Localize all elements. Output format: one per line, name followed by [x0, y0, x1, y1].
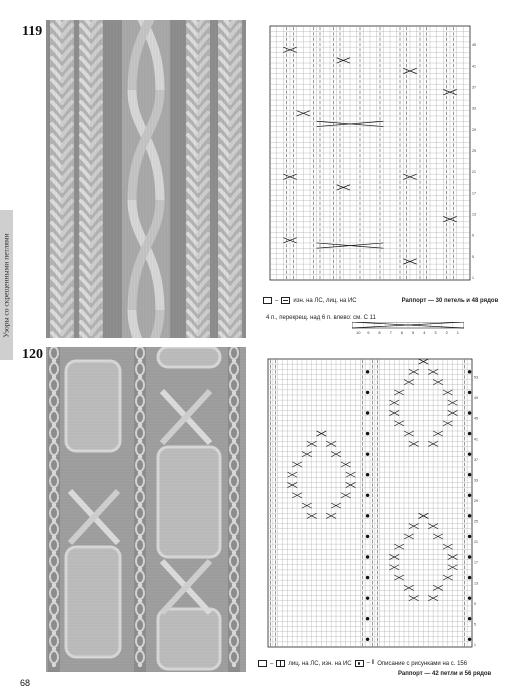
svg-text:17: 17	[472, 191, 476, 196]
svg-text:37: 37	[472, 85, 476, 90]
svg-text:25: 25	[474, 519, 478, 524]
svg-text:29: 29	[474, 499, 478, 503]
svg-text:13: 13	[472, 212, 476, 217]
knit-symbol-icon	[263, 297, 272, 304]
svg-text:9: 9	[474, 601, 476, 606]
knit-photo-119	[46, 20, 246, 338]
svg-text:29: 29	[472, 127, 476, 132]
svg-text:1: 1	[472, 276, 474, 280]
svg-text:53: 53	[474, 375, 478, 380]
svg-text:45: 45	[472, 43, 476, 48]
svg-text:41: 41	[474, 437, 478, 442]
svg-text:41: 41	[472, 64, 476, 69]
svg-text:10: 10	[356, 330, 361, 335]
legend-row-119: – изн. на ЛС, лиц. на ИС Раппорт — 30 петель и 48 рядов	[263, 297, 498, 304]
purl-symbol-icon	[276, 660, 285, 667]
page-number: 68	[20, 678, 31, 688]
svg-text:4: 4	[423, 330, 426, 335]
knit-chart-119	[262, 22, 484, 290]
svg-text:9: 9	[367, 330, 370, 335]
purl-symbol-icon	[281, 297, 290, 304]
svg-text:7: 7	[389, 330, 392, 335]
legend-dot-text-120: Описание с рисунками на с. 156	[377, 660, 468, 667]
svg-text:21: 21	[474, 540, 478, 545]
svg-text:33: 33	[472, 106, 476, 111]
svg-text:5: 5	[412, 330, 415, 335]
legend-purl-text-119: изн. на ЛС, лиц. на ИС	[293, 297, 357, 304]
svg-text:49: 49	[474, 396, 478, 401]
legend-purl-text-120: лиц. на ЛС, изн. на ИС	[288, 660, 352, 667]
svg-text:21: 21	[472, 170, 476, 175]
side-tab-label: Узоры со скрещенными петлями	[2, 232, 11, 338]
svg-text:8: 8	[378, 330, 381, 335]
cable-note-119: 4 п., перекрещ. над 6 п. влево: см. С 11	[266, 315, 376, 321]
svg-text:25: 25	[472, 149, 476, 153]
legend-row-120: – лиц. на ЛС, изн. на ИС – ⦀ Описание с рисунками на с. 156	[258, 660, 467, 667]
svg-text:2: 2	[445, 330, 448, 335]
knit-chart-120	[260, 355, 486, 657]
pattern-number-120: 120	[22, 347, 43, 362]
svg-text:5: 5	[474, 622, 476, 627]
knit-photo-120	[46, 347, 246, 672]
side-tab-section-title	[0, 210, 13, 360]
svg-text:1: 1	[456, 330, 460, 335]
svg-text:5: 5	[472, 254, 474, 259]
svg-text:37: 37	[474, 457, 478, 462]
repeat-text-119: Раппорт — 30 петель и 48 рядов	[401, 297, 499, 304]
svg-text:1: 1	[474, 643, 476, 647]
svg-text:17: 17	[474, 560, 478, 565]
pattern-number-119: 119	[22, 24, 43, 39]
svg-text:45: 45	[474, 416, 478, 421]
svg-text:13: 13	[474, 581, 478, 586]
repeat-text-120: Раппорт — 42 петли и 56 рядов	[398, 671, 492, 677]
cable-symbol-119	[352, 322, 464, 335]
svg-text:9: 9	[472, 233, 474, 238]
svg-text:3: 3	[434, 330, 437, 335]
svg-text:33: 33	[474, 478, 478, 483]
svg-text:6: 6	[400, 330, 404, 335]
bobble-symbol-icon	[355, 660, 364, 667]
knit-symbol-icon	[258, 660, 267, 667]
